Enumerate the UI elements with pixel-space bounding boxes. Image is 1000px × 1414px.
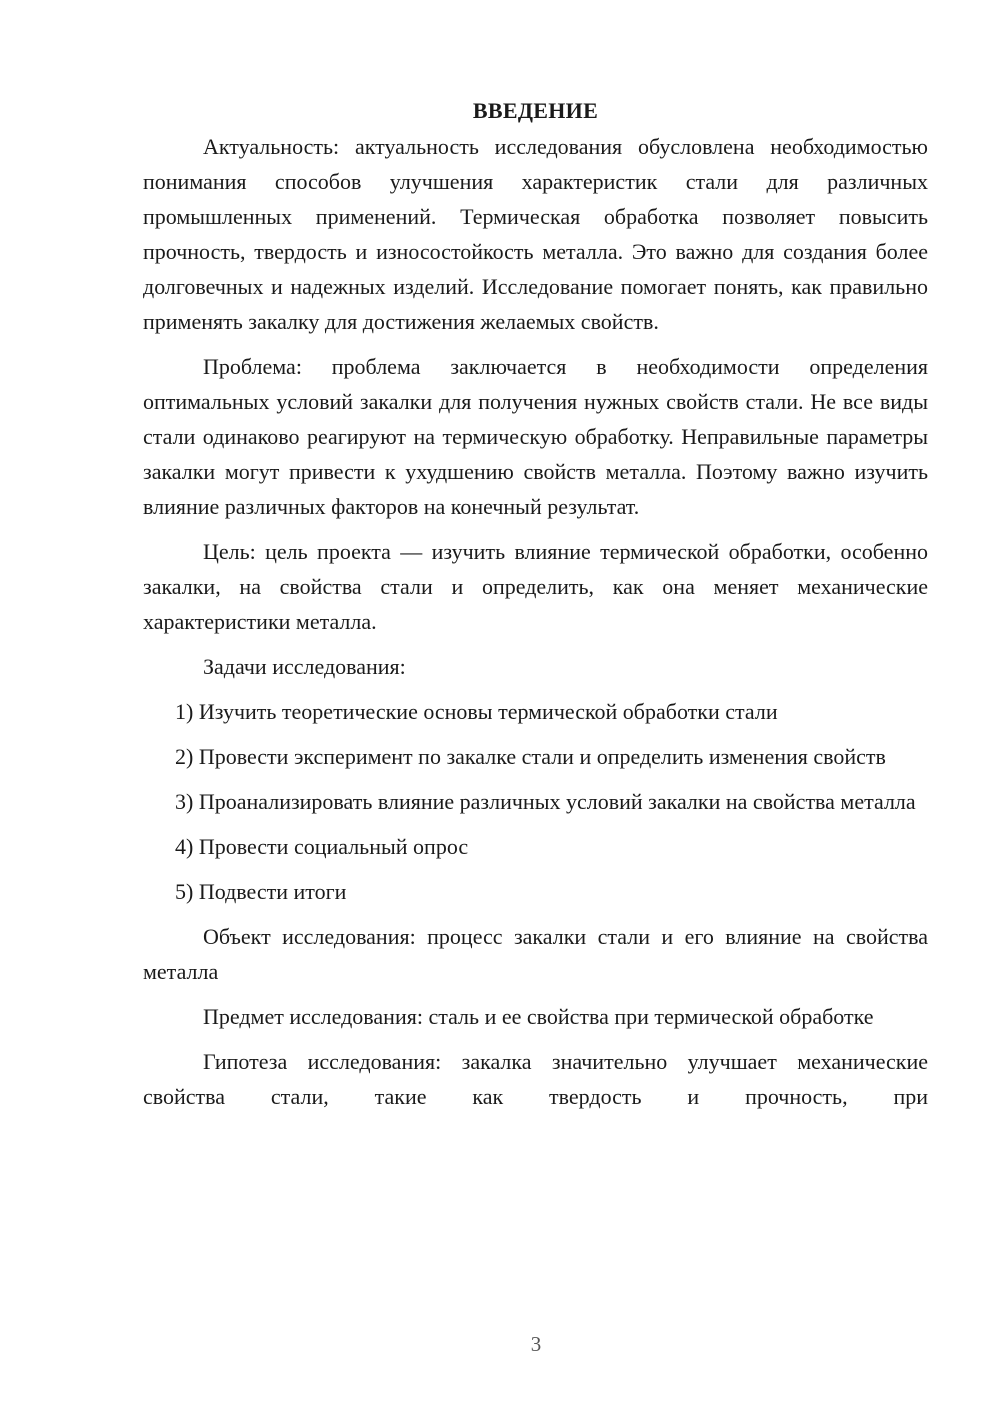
page-number: 3 [530,1332,542,1356]
paragraph-object: Объект исследования: процесс закалки стали и его влияние на свойства металла [143,924,928,984]
paragraph-relevance: Актуальность: актуальность исследования обусловлена необходимостью понимания способов улучшения характеристик стали для различных промышленных применений. Термическая обработка позволяет повысить прочность, твердость и износостойкость металла. Это важно для создания более долговечных и надежных изделий. Исследование помогает понять, как правильно применять закалку для достижения желаемых свойств. [143,134,928,334]
task-item-2: 2) Провести эксперимент по закалке стали и определить изменения свойств [175,744,886,769]
paragraph-goal: Цель: цель проекта — изучить влияние термической обработки, особенно закалки, на свойства стали и определить, как она меняет механические характеристики металла. [143,539,928,634]
task-item-5: 5) Подвести итоги [175,879,347,904]
page-title: ВВЕДЕНИЕ [472,98,599,123]
page-content [143,93,928,1124]
tasks-heading: Задачи исследования: [203,654,406,679]
paragraph-problem: Проблема: проблема заключается в необходимости определения оптимальных условий закалки для получения нужных свойств стали. Не все виды стали одинаково реагируют на термическую обработку. Неправильные параметры закалки могут привести к ухудшению свойств металла. Поэтому важно изучить влияние различных факторов на конечный результат. [143,354,928,519]
paragraph-subject: Предмет исследования: сталь и ее свойства при термической обработке [203,1004,874,1029]
paragraph-hypothesis: Гипотеза исследования: закалка значительно улучшает механические свойства стали, такие как твердость и прочность, при [143,1049,928,1109]
task-item-4: 4) Провести социальный опрос [175,834,469,859]
task-item-3: 3) Проанализировать влияние различных условий закалки на свойства металла [175,789,916,814]
task-item-1: 1) Изучить теоретические основы термической обработки стали [175,699,778,724]
